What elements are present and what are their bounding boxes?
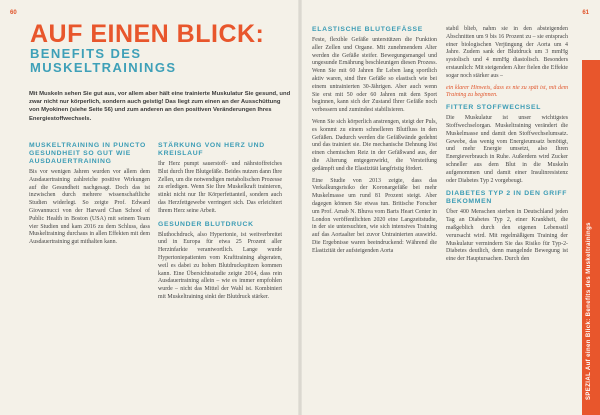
page-number-left: 60	[10, 10, 17, 16]
page-number-right: 61	[582, 10, 589, 16]
right-page	[300, 0, 600, 415]
page-subtitle: BENEFITS DES MUSKELTRAININGS	[30, 46, 177, 75]
section-heading-diabetes: DIABETES TYP 2 IN DEN GRIFF BEKOMMEN	[446, 190, 568, 206]
section-heading-metabolism: FITTER STOFFWECHSEL	[446, 104, 542, 112]
column-3	[312, 26, 437, 260]
section-heading-blood-vessels: ELASTISCHE BLUTGEFÄSSE	[312, 26, 423, 33]
intro-paragraph: Mit Muskeln sehen Sie gut aus, vor allem aber hält eine trainierte Muskulatur Sie gesund, und zwar nicht nur körperlich, sondern auch geistig! Das liegt zum einen an der Ausschüttung von Myokinen (siehe Seite 56) und zum anderen an den positiven Veränderungen Ihres Energiestoffwechsels.	[29, 91, 291, 122]
sidebar-label: SPEZIAL Auf einen Blick: Benefits des Muskeltrainings	[586, 222, 592, 400]
column-2	[158, 142, 282, 307]
column-1	[29, 142, 150, 251]
section-blood-pressure	[158, 221, 282, 302]
body-text: Über 400 Menschen sterben in Deutschland jeden Tag an Diabetes Typ 2, einer Krankheit, die maßgeblich durch den eigenen Lebensstil verursacht wird. Mit regelmäßigem Training der Muskulatur vermindern Sie das Risiko für Typ-2-Diabetes deutlich, denn mangelnde Bewegung ist eine der Hauptursachen. Durch den	[446, 209, 568, 263]
body-text: Ihr Herz pumpt sauerstoff- und nährstoffreiches Blut durch Ihre Blutgefäße. Beides nutzen dann Ihre Zellen, um die notwendigen metabolischen Prozesse zu erledigen. Wenn Sie Ihre Muskelkraft trainieren, stinkt nicht nur Ihr Körperfettanteil, sondern auch das Herzfettgewebe verringert sich. Das erleichtert Ihrem Herz seine Arbeit.	[158, 161, 282, 214]
body-text: Bis vor wenigen Jahren wurden vor allem dem Ausdauertraining zahlreiche positive Wirkungen auf die Gesundheit nachgesagt. Doch das ist inzwischen durch mehrere wissenschaftliche Studien widerlegt. So zeigte Prof. Edward Giovannucci von der Harvard Chan School of Public Health in Boston (USA) mit seinem Team vier Studien und kam 2016 zu dem Schluss, dass Muskeltraining durchaus in allen Effekten mit dem Ausdauertraining gut mithalten kann.	[29, 169, 150, 246]
body-text: Bluthochdruck, also Hypertonie, ist weitverbreitet und in Europa für etwa 25 Prozent aller Herzinfarkte verantwortlich. Lange wurde Hypertoniepatienten vom Krafttraining abgeraten, weil es dabei zu hohen Blutdruckspitzen kommen kann. Eine Übersichtsstudie zeigte 2014, dass rein Ausdauertraining allein – wie es immer empfohlen wurde – nicht das Mittel der Wahl ist. Kombiniert mit Muskeltraining sinkt der Blutdruck stärker.	[158, 231, 282, 300]
section-heading-blood-pressure: GESUNDER BLUTDRUCK	[158, 220, 254, 228]
column-4	[446, 26, 568, 269]
section-heart	[158, 142, 282, 216]
page-title: AUF EINEN BLICK:	[30, 20, 265, 48]
section-heading-heart: STÄRKUNG VON HERZ UND KREISLAUF	[158, 142, 265, 157]
section-metabolism	[446, 104, 568, 185]
chapter-sidebar-tab	[582, 60, 600, 415]
body-text: Feste, flexible Gefäße unterstützen die Funktion aller Zellen und Organe. Mit zunehmendem Alter werden die Gefäße steifer. Bewegungsmangel und ungesunde Ernährung beschleunigen diesen Prozess. Wenn Sie mit 60 Jahren Ihr Leben lang sportlich aktiv waren, sind Ihre Gefäße so elastisch wie bei einem untrainierten 30-Jährigen. Aber auch wenn Sie erst mit 50 oder 60 Jahren mit dem Sport beginnen, kann sich der Zustand Ihrer Gefäße noch verbessern und zumindest stabilisieren.	[312, 37, 437, 114]
section-heading-muscle-health: MUSKELTRAINING IN PUNCTO GESUNDHEIT SO GUT WIE AUSDAUERTRAINING	[29, 142, 146, 165]
body-text: Die Muskulatur ist unser wichtigstes Stoffwechselorgan. Muskeltraining verändert die Muskelmasse und damit den Stoffwechselumsatz. Gewebe, das wenig vom Energieumsatz benötigt, und mehr Energie umsetzt, also Ihren Energieverbrauch in Ruhe. Außerdem wird Zucker schneller aus dem Blut in die Muskeln aufgenommen und damit einer Insulinresistenz oder Diabetes Typ 2 vorgebeugt.	[446, 115, 568, 184]
body-text: stabil blieb, nahm sie in den absteigenden Abschnitten um 9 bis 16 Prozent zu – sie entsprach einer biologischen Verjüngung der Aorta um 4 Jahre. Zudem sank der Blutdruck um 3 mmHg systolisch und 4 mmHg diastolisch. Besonders erstaunlich: Mit steigendem Alter fielen die Effekte sogar noch stärker aus –	[446, 26, 568, 79]
body-text: Eine Studie von 2013 zeigte, dass das Verkalkungsrisiko der Koronargefäße bei mehr Muskelmasse um rund 81 Prozent steigt. Aber dagegen können Sie etwas tun. Britische Forscher um Prof. Arnab N. Bhuva vom Barts Heart Center in London veröffentlichten 2020 eine Langzeitstudie, in der sie untersuchten, wie sich intensives Training auf das Aortaalter bei zuvor Untrainierten auswirkt. Die Ergebnisse waren beeindruckend: Während die Elastizität der aufsteigenden Aorta	[312, 177, 437, 254]
section-diabetes	[446, 190, 568, 264]
body-text: Wenn Sie sich körperlich anstrengen, steigt der Puls, es kommt zu einem schnelleren Blutfluss in den Gefäßen. Dadurch werden die Gefäßwände gedehnt und das trainiert sie. Die mechanische Dehnung löst einen chemischen Reiz in der Gefäßwand aus, der die Alterung entgegenwirkt, die Versteifung gedämpft und die Elastizität langfristig fördert.	[312, 118, 437, 172]
highlight-text: ein klarer Hinweis, dass es nie zu spät ist, mit dem Training zu beginnen.	[446, 84, 568, 99]
